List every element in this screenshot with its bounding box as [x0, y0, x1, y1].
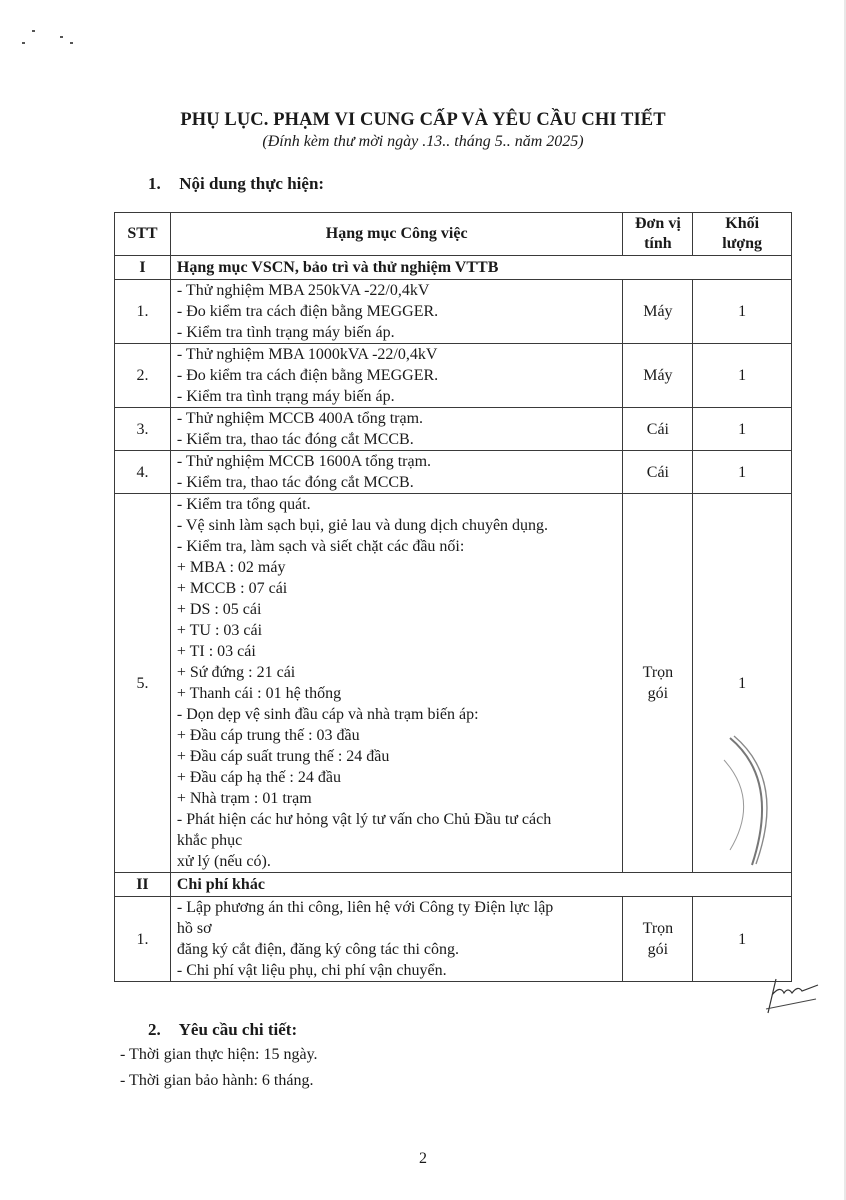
description-line: - Dọn dẹp vệ sinh đầu cáp và nhà trạm biến áp:	[176, 706, 479, 723]
description-line: - Kiểm tra, làm sạch và siết chặt các đầu nối:	[176, 538, 465, 555]
section-number: 2.	[148, 1020, 161, 1039]
header-unit-line2: tính	[644, 235, 672, 252]
section-row	[115, 256, 792, 280]
row-description	[170, 344, 623, 408]
description-line: - Kiểm tra tổng quát.	[176, 496, 311, 513]
row-unit: Cái	[623, 451, 693, 494]
unit-line2: gói	[647, 941, 669, 958]
row-unit: Máy	[623, 280, 693, 344]
table-row	[115, 451, 792, 494]
row-unit: Máy	[623, 344, 693, 408]
scope-table	[114, 212, 792, 982]
description-line: - Đo kiểm tra cách điện bằng MEGGER.	[176, 303, 439, 320]
section-number: 1.	[148, 174, 161, 193]
description-line: + Sứ đứng : 21 cái	[176, 664, 296, 681]
description-line: - Kiểm tra, thao tác đóng cắt MCCB.	[176, 474, 414, 491]
row-stt: 3.	[115, 408, 171, 451]
description-line: - Vệ sinh làm sạch bụi, giẻ lau và dung dịch chuyên dụng.	[176, 517, 549, 534]
row-unit: Cái	[623, 408, 693, 451]
description-line: + TU : 03 cái	[176, 622, 263, 639]
description-line: + Nhà trạm : 01 trạm	[176, 790, 312, 807]
requirement-item: - Thời gian bảo hành: 6 tháng.	[120, 1072, 314, 1089]
description-line: - Phát hiện các hư hỏng vật lý tư vấn cho Chủ Đầu tư cách	[176, 811, 552, 828]
description-line: + Đầu cáp trung thế : 03 đầu	[176, 727, 360, 744]
description-line: - Kiểm tra tình trạng máy biến áp.	[176, 324, 395, 341]
document-title: PHỤ LỤC. PHẠM VI CUNG CẤP VÀ YÊU CẦU CHI TIẾT	[180, 110, 666, 130]
unit-line1: Trọn	[642, 920, 674, 937]
description-line: - Kiểm tra tình trạng máy biến áp.	[176, 388, 395, 405]
table-row	[115, 344, 792, 408]
row-unit	[623, 897, 693, 982]
row-quantity: 1	[693, 344, 792, 408]
row-description	[170, 408, 623, 451]
table-header-row	[115, 213, 792, 256]
description-line: + Đầu cáp suất trung thế : 24 đầu	[176, 748, 390, 765]
description-line: + TI : 03 cái	[176, 643, 256, 660]
description-line: xử lý (nếu có).	[176, 853, 271, 870]
description-line: + DS : 05 cái	[176, 601, 262, 618]
description-line: + Thanh cái : 01 hệ thống	[176, 685, 342, 702]
description-line: + Đầu cáp hạ thế : 24 đầu	[176, 769, 341, 786]
table-row	[115, 280, 792, 344]
description-line: đăng ký cắt điện, đăng ký công tác thi công.	[176, 941, 460, 958]
description-line: hồ sơ	[176, 920, 212, 937]
description-line: + MCCB : 07 cái	[176, 580, 288, 597]
table-row	[115, 494, 792, 873]
row-stt: 5.	[115, 494, 171, 873]
unit-line2: gói	[647, 685, 669, 702]
description-line: - Thử nghiệm MCCB 400A tổng trạm.	[176, 410, 424, 427]
section-heading-requirements	[148, 1020, 297, 1040]
page-number: 2	[419, 1150, 427, 1167]
section-title: Chi phí khác	[170, 873, 791, 897]
row-description	[170, 494, 623, 873]
row-quantity: 1	[693, 408, 792, 451]
header-stt: STT	[115, 213, 171, 256]
document-subtitle: (Đính kèm thư mời ngày .13.. tháng 5.. năm 2025)	[262, 133, 584, 150]
unit-line1: Trọn	[642, 664, 674, 681]
row-quantity: 1	[693, 897, 792, 982]
row-quantity: 1	[693, 451, 792, 494]
description-line: - Thử nghiệm MBA 250kVA -22/0,4kV	[176, 282, 430, 299]
description-line: khắc phục	[176, 832, 243, 849]
description-line: - Lập phương án thi công, liên hệ với Công ty Điện lực lập	[176, 899, 554, 916]
row-quantity: 1	[693, 280, 792, 344]
header-unit-line1: Đơn vị	[635, 215, 681, 232]
description-line: - Kiểm tra, thao tác đóng cắt MCCB.	[176, 431, 414, 448]
requirement-item: - Thời gian thực hiện: 15 ngày.	[120, 1046, 318, 1063]
table-row	[115, 897, 792, 982]
header-qty-line1: Khối	[725, 215, 760, 232]
header-qty-line2: lượng	[722, 235, 763, 252]
row-stt: 4.	[115, 451, 171, 494]
section-row	[115, 873, 792, 897]
section-stt: I	[115, 256, 171, 280]
header-unit	[623, 213, 693, 256]
row-stt: 1.	[115, 280, 171, 344]
description-line: - Thử nghiệm MBA 1000kVA -22/0,4kV	[176, 346, 438, 363]
section-stt: II	[115, 873, 171, 897]
header-item: Hạng mục Công việc	[170, 213, 623, 256]
row-description	[170, 897, 623, 982]
description-line: - Thử nghiệm MCCB 1600A tổng trạm.	[176, 453, 432, 470]
row-unit	[623, 494, 693, 873]
row-stt: 1.	[115, 897, 171, 982]
row-description	[170, 451, 623, 494]
row-stt: 2.	[115, 344, 171, 408]
section-title: Hạng mục VSCN, bảo trì và thử nghiệm VTTB	[170, 256, 791, 280]
section-title: Nội dung thực hiện:	[179, 174, 325, 193]
table-row	[115, 408, 792, 451]
row-description	[170, 280, 623, 344]
section-title: Yêu cầu chi tiết:	[178, 1020, 298, 1039]
section-heading-content	[148, 174, 324, 194]
description-line: - Đo kiểm tra cách điện bằng MEGGER.	[176, 367, 439, 384]
description-line: + MBA : 02 máy	[176, 559, 286, 576]
scan-specks	[22, 28, 82, 48]
description-line: - Chi phí vật liệu phụ, chi phí vận chuyển.	[176, 962, 447, 979]
row-quantity: 1	[693, 494, 792, 873]
header-qty	[693, 213, 792, 256]
